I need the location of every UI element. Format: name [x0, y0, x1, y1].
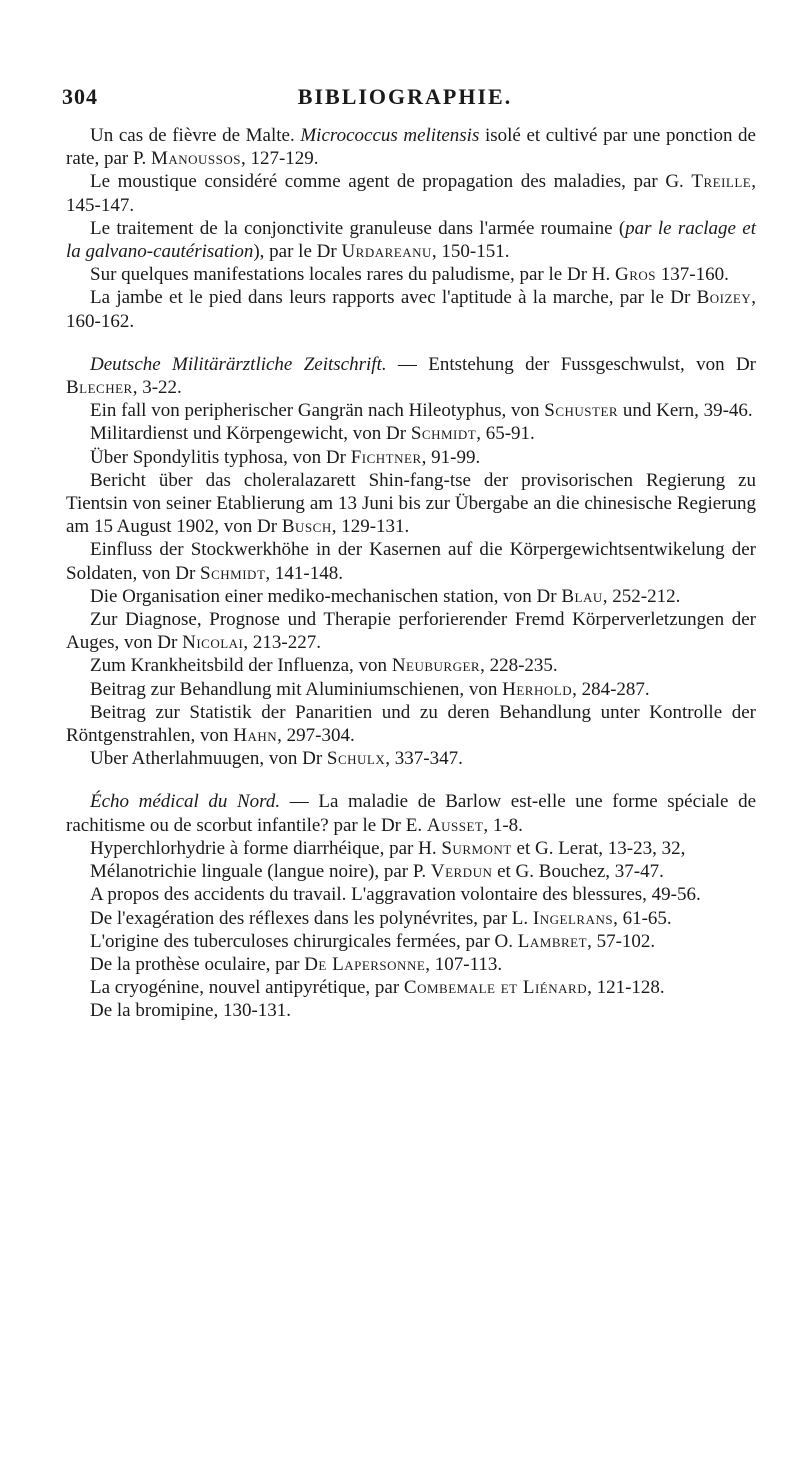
entry-pages: , 252-212. — [602, 585, 681, 607]
entry-text: — La maladie de Barlow est-elle une forme spéciale de rachitisme ou de scorbut infantile? par le Dr E. — [66, 791, 756, 836]
journal-section — [66, 124, 756, 333]
entry-text: Beitrag zur Behandlung mit Aluminiumschienen, von — [90, 678, 503, 700]
entry-text: Zum Krankheitsbild der Influenza, von — [90, 655, 392, 677]
bibliography-entry — [66, 446, 756, 469]
entry-pages: , 129-131. — [331, 516, 410, 538]
entry-text: L'origine des tuberculoses chirurgicales fermées, par O. — [90, 930, 518, 952]
bibliography-entry — [66, 860, 756, 883]
bibliography-entry — [66, 930, 756, 953]
entry-text: Un cas de fièvre de Malte. — [90, 125, 301, 146]
bibliography-entry — [66, 907, 756, 930]
entry-text: Über Spondylitis typhosa, von Dr — [90, 446, 351, 468]
entry-pages: , 127-129. — [240, 148, 319, 170]
bibliography-entry — [66, 422, 756, 445]
entry-pages: , 150-151. — [431, 241, 510, 263]
entry-author: Ausset — [426, 814, 484, 836]
entry-author: Herhold — [502, 678, 573, 700]
entry-text: Zur Diagnose, Prognose und Therapie perforierender Fremd Körperverletzungen der Auges, von Dr — [66, 609, 756, 654]
entry-author: Urdareanu — [341, 241, 432, 263]
bibliography-entry — [66, 747, 756, 770]
entry-author: Schuster — [544, 400, 619, 422]
entry-author: Lambret — [517, 930, 588, 952]
entry-text: Hyperchlorhydrie à forme diarrhéique, par H. — [90, 837, 442, 859]
bibliography-entry — [66, 469, 756, 539]
entry-author: Manoussos — [150, 148, 241, 170]
entry-pages: , 107-113. — [425, 953, 503, 975]
entry-pages: , 160-162. — [66, 287, 756, 332]
entry-pages: , 121-128. — [587, 977, 665, 999]
entry-text: De la bromipine, 130-131. — [90, 1000, 292, 1022]
journal-title: Écho médical du Nord. — [90, 791, 281, 813]
entry-pages: , 228-235. — [480, 655, 558, 677]
entry-text: La jambe et le pied dans leurs rapports avec l'aptitude à la marche, par le Dr — [90, 287, 697, 309]
entry-pages: , 145-147. — [66, 171, 756, 216]
entry-pages: und Kern, 39-46. — [618, 400, 753, 422]
entry-author: Fichtner — [350, 446, 422, 468]
entry-pages: , 61-65. — [613, 907, 672, 929]
entry-pages: , 337-347. — [385, 748, 463, 770]
entry-text: De l'exagération des réflexes dans les polynévrites, par L. — [90, 907, 533, 929]
entry-pages: 137-160. — [656, 264, 729, 286]
section-gap — [66, 337, 756, 353]
entry-author: Boizey — [696, 287, 752, 309]
entry-pages: et G. Bouchez, 37-47. — [492, 861, 664, 883]
entry-text: ), par le Dr — [253, 241, 342, 263]
entry-author: Blecher — [66, 377, 133, 399]
entry-author: Treille — [691, 171, 752, 193]
entry-author: Surmont — [441, 837, 512, 859]
entry-pages: , 91-99. — [421, 446, 481, 468]
entry-text: Le moustique considéré comme agent de propagation des maladies, par G. — [90, 171, 692, 193]
entry-text: Ein fall von peripherischer Gangrän nach Hileotyphus, von — [90, 400, 545, 422]
entry-text: Le traitement de la conjonctivite granuleuse dans l'armée roumaine ( — [90, 217, 626, 239]
entry-pages: , 213-227. — [243, 632, 321, 654]
entry-author: Hahn — [233, 725, 278, 747]
bibliography-entry — [66, 976, 756, 999]
page-header — [62, 84, 748, 114]
journal-title: Deutsche Militärärztliche Zeitschrift. — [90, 353, 387, 375]
entry-text: Mélanotrichie linguale (langue noire), par P. — [90, 861, 431, 883]
bibliography-entry — [66, 608, 756, 654]
entry-author: Busch — [281, 516, 332, 538]
bibliography-entry — [66, 678, 756, 701]
entry-author: Combemale et Liénard — [403, 977, 588, 999]
entry-text: De la prothèse oculaire, par — [90, 953, 305, 975]
entry-text: Beitrag zur Statistik der Panaritien und zu deren Behandlung unter Kontrolle der Röntgenstrahlen, von — [66, 701, 756, 747]
entry-author: Schmidt — [200, 562, 266, 584]
bibliography-entry — [66, 286, 756, 332]
entry-pages: , 65-91. — [476, 423, 535, 445]
entry-pages: , 3-22. — [132, 377, 182, 399]
journal-section — [66, 353, 756, 771]
entry-pages: , 1-8. — [483, 814, 523, 836]
bibliography-entry — [66, 538, 756, 584]
entry-author: De Lapersonne — [304, 953, 426, 975]
section-gap — [66, 774, 756, 790]
journal-heading-entry — [66, 790, 756, 836]
journal-section — [66, 790, 756, 1022]
entry-pages: , 284-287. — [572, 678, 650, 700]
entry-pages: , 141-148. — [265, 562, 343, 584]
bibliography-entry — [66, 701, 756, 747]
entry-author: Gros — [615, 264, 657, 286]
entry-text: Militardienst und Körpengewicht, von Dr — [90, 423, 411, 445]
entry-text: isolé et cultivé par une ponction de rate, par P. — [66, 125, 756, 170]
entry-author: Ingelrans — [532, 907, 614, 929]
bibliography-entry — [66, 654, 756, 677]
entry-text: Bericht über das choleralazarett Shin-fang-tse der provisorischen Regierung zu Tientsin von seiner Etablierung am 13 Juni bis zur Übergabe an die chinesische Regierung am 15 August 1902, von Dr — [66, 469, 756, 538]
entry-italic: Micrococcus melitensis — [300, 125, 480, 146]
bibliography-entry — [66, 263, 756, 286]
entry-text: La cryogénine, nouvel antipyrétique, par — [90, 977, 404, 999]
entry-italic: par le raclage et la galvano-cautérisation — [66, 217, 756, 263]
bibliography-body — [66, 124, 756, 1027]
bibliography-entry — [66, 953, 756, 976]
entry-author: Schulx — [326, 748, 386, 770]
bibliography-entry — [66, 883, 756, 906]
entry-text: — Entstehung der Fussgeschwulst, von Dr — [386, 353, 756, 375]
bibliography-entry — [66, 399, 756, 422]
entry-text: Die Organisation einer mediko-mechanischen station, von Dr — [90, 585, 562, 607]
entry-text: A propos des accidents du travail. L'aggravation volontaire des blessures, 49-56. — [90, 884, 701, 906]
page-number: 304 — [62, 84, 98, 109]
bibliography-entry — [66, 999, 756, 1022]
entry-author: Neuburger — [391, 655, 481, 677]
entry-author: Schmidt — [410, 423, 477, 445]
entry-author: Nicolai — [182, 632, 244, 654]
bibliography-entry — [66, 124, 756, 170]
entry-pages: et G. Lerat, 13-23, 32, — [511, 837, 686, 859]
bibliography-entry — [66, 585, 756, 608]
running-title: BIBLIOGRAPHIE. — [297, 84, 513, 109]
entry-text: Sur quelques manifestations locales rares du paludisme, par le Dr H. — [90, 264, 615, 286]
entry-pages: , 57-102. — [587, 930, 656, 952]
entry-pages: , 297-304. — [277, 725, 355, 747]
entry-text: Einfluss der Stockwerkhöhe in der Kasernen auf die Körpergewichtsentwikelung der Soldaten, von Dr — [66, 539, 756, 584]
bibliography-entry — [66, 837, 756, 860]
bibliography-entry — [66, 217, 756, 263]
bibliography-entry — [66, 170, 756, 216]
entry-text: Uber Atherlahmuugen, von Dr — [90, 748, 327, 770]
entry-author: Verdun — [430, 861, 493, 883]
entry-author: Blau — [561, 585, 603, 607]
journal-heading-entry — [66, 353, 756, 399]
